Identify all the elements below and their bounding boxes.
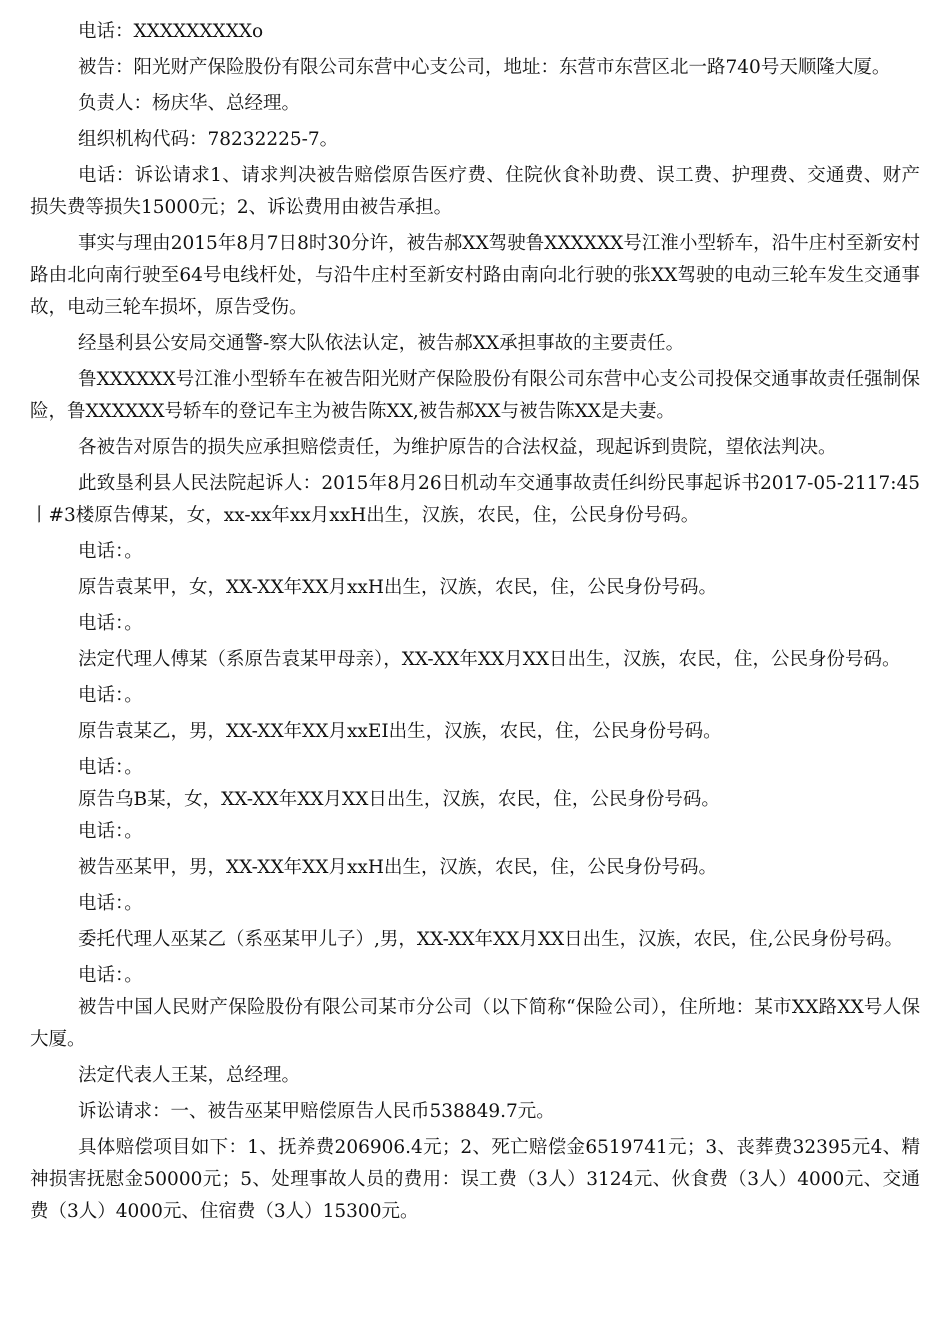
- request-paragraph: 各被告对原告的损失应承担赔偿责任，为维护原告的合法权益，现起诉到贵院，望依法判决。: [78, 437, 837, 458]
- facts-paragraph: 事实与理由2015年8月7日8时30分许，被告郝XX驾驶鲁XXXXXX号江淮小型轿车，沿牛庄村至新安村路由北向南行驶至64号电线杆处，与沿牛庄村至新安村路由南向北行驶的张XX驾驶的电动三轮车发生交通事故，电动三轮车损坏，原告受伤。: [30, 233, 920, 318]
- phone-line: 电话：。: [78, 757, 143, 778]
- phone-line: 电话：。: [78, 685, 143, 706]
- insurance-paragraph: 鲁XXXXXX号江淮小型轿车在被告阳光财产保险股份有限公司东营中心支公司投保交通事故责任强制保险，鲁XXXXXX号轿车的登记车主为被告陈XX,被告郝XX与被告陈XX是夫妻。: [30, 369, 920, 422]
- phone-line: 电话：XXXXXXXXXo: [78, 21, 264, 42]
- plaintiff-paragraph: 原告袁某甲，女，XX-XX年XX月xxH出生，汉族，农民，住，公民身份号码。: [78, 577, 717, 598]
- organization-code-line: 组织机构代码：78232225-7。: [78, 129, 339, 150]
- court-address-paragraph: 此致垦利县人民法院起诉人：2015年8月26日机动车交通事故责任纠纷民事起诉书2017-05-2117:45丨#3楼原告傅某，女，xx-xx年xx月xxH出生，汉族，农民，住，公民身份号码。: [30, 473, 920, 526]
- person-in-charge-line: 负责人：杨庆华、总经理。: [78, 93, 301, 114]
- entrusted-agent-paragraph: 委托代理人巫某乙（系巫某甲儿子）,男，XX-XX年XX月XX日出生，汉族，农民，住,公民身份号码。: [78, 929, 904, 950]
- defendant-insurer-paragraph: 被告：阳光财产保险股份有限公司东营中心支公司，地址：东营市东营区北一路740号天顺隆大厦。: [78, 57, 891, 78]
- phone-line: 电话：。: [78, 821, 143, 842]
- compensation-items-paragraph: 具体赔偿项目如下：1、抚养费206906.4元；2、死亡赔偿金6519741元；3、丧葬费32395元4、精神损害抚慰金50000元；5、处理事故人员的费用：误工费（3人）3124元、伙食费（3人）4000元、交通费（3人）4000元、住宿费（3人）15300元。: [30, 1137, 920, 1222]
- phone-line: 电话：。: [78, 893, 143, 914]
- claims-paragraph: 电话：诉讼请求1、请求判决被告赔偿原告医疗费、住院伙食补助费、误工费、护理费、交通费、财产损失费等损失15000元；2、诉讼费用由被告承担。: [30, 165, 920, 218]
- defendant-insurer-paragraph: 被告中国人民财产保险股份有限公司某市分公司（以下简称“保险公司），住所地：某市XX路XX号人保大厦。: [30, 997, 920, 1050]
- phone-line: 电话：。: [78, 541, 143, 562]
- liability-paragraph: 经垦利县公安局交通警-察大队依法认定，被告郝XX承担事故的主要责任。: [78, 333, 685, 354]
- phone-line: 电话：。: [78, 965, 143, 986]
- legal-representative-line: 法定代表人王某，总经理。: [78, 1065, 301, 1086]
- plaintiff-paragraph: 原告袁某乙，男，XX-XX年XX月xxEI出生，汉族，农民，住，公民身份号码。: [78, 721, 722, 742]
- legal-agent-paragraph: 法定代理人傅某（系原告袁某甲母亲），XX-XX年XX月XX日出生，汉族，农民，住，公民身份号码。: [78, 649, 901, 670]
- claims-line: 诉讼请求：一、被告巫某甲赔偿原告人民币538849.7元。: [78, 1101, 555, 1122]
- defendant-paragraph: 被告巫某甲，男，XX-XX年XX月xxH出生，汉族，农民，住，公民身份号码。: [78, 857, 717, 878]
- plaintiff-paragraph: 原告乌B某，女，XX-XX年XX月XX日出生，汉族，农民，住，公民身份号码。: [78, 789, 720, 810]
- phone-line: 电话：。: [78, 613, 143, 634]
